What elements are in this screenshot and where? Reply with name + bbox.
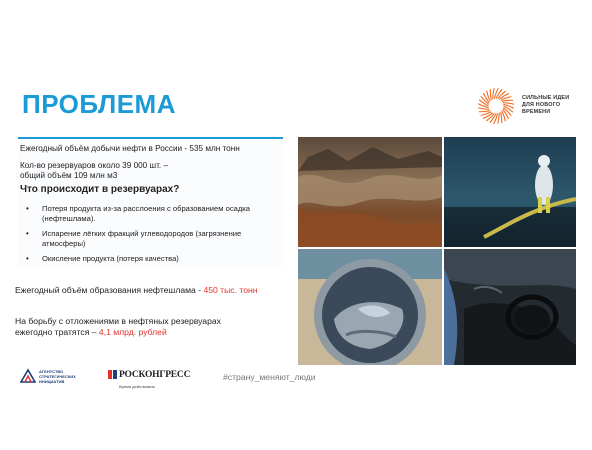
worker-in-tank-photo xyxy=(444,137,576,247)
facts-panel-divider xyxy=(18,137,283,139)
tank-count: Кол-во резервуаров около 39 000 шт. – общий объём 109 млн м3 xyxy=(20,161,169,180)
roscongress-logo-icon xyxy=(108,370,117,379)
logo-ray xyxy=(503,103,514,104)
sludge-volume-label: Ежегодный объём образования нефтешлама - xyxy=(15,285,204,295)
logo-ray xyxy=(493,88,494,99)
logo-ray xyxy=(478,108,489,109)
logo-ray xyxy=(490,89,491,100)
logo-ray xyxy=(498,113,499,124)
sunburst-logo-icon xyxy=(476,86,516,126)
sludge-volume-value: 450 тыс. тонн xyxy=(203,285,258,295)
roscongress-name: РОСКОНГРЕСС xyxy=(119,370,191,380)
page-title: ПРОБЛЕМА xyxy=(22,89,176,119)
deposit-cost-value: 4,1 млрд. рублей xyxy=(98,327,167,337)
logo-text: СИЛЬНЫЕ ИДЕИ ДЛЯ НОВОГО ВРЕМЕНИ xyxy=(522,95,570,115)
strong-ideas-logo xyxy=(476,86,586,126)
annual-oil-production: Ежегодный объём добычи нефти в России - 535 млн тонн xyxy=(20,144,240,153)
hashtag: #страну_меняют_люди xyxy=(223,372,316,382)
oil-sludge-bucket-photo xyxy=(444,249,576,365)
roscongress-logo xyxy=(108,369,208,397)
asi-logo xyxy=(20,368,90,398)
deposit-cost-label: На борьбу с отложениями в нефтяных резервуарах ежегодно тратятся – xyxy=(15,316,221,337)
logo-ray xyxy=(479,111,490,112)
logo-ray xyxy=(501,112,502,123)
logo-ray xyxy=(502,100,513,101)
sludge-deposits-photo xyxy=(298,137,442,247)
deposit-cost-stat xyxy=(15,316,295,338)
section-question: Что происходит в резервуарах? xyxy=(20,184,180,195)
photo-collage xyxy=(298,137,576,365)
asi-logo-icon xyxy=(20,368,36,384)
tank-hatch-photo xyxy=(298,249,442,365)
problem-list xyxy=(26,204,282,269)
list-item: • Потеря продукта из-за расслоения с образованием осадка (нефтешлама). xyxy=(26,204,282,224)
sludge-volume-stat xyxy=(15,285,257,296)
asi-logo-text: АГЕНТСТВО СТРАТЕГИЧЕСКИХ ИНИЦИАТИВ xyxy=(39,369,76,384)
list-item: • Окисление продукта (потеря качества) xyxy=(26,254,282,264)
roscongress-tagline: Время действовать xyxy=(119,384,156,389)
list-item: • Испарение лёгких фракций углеводородов (загрязнение атмосферы) xyxy=(26,229,282,249)
